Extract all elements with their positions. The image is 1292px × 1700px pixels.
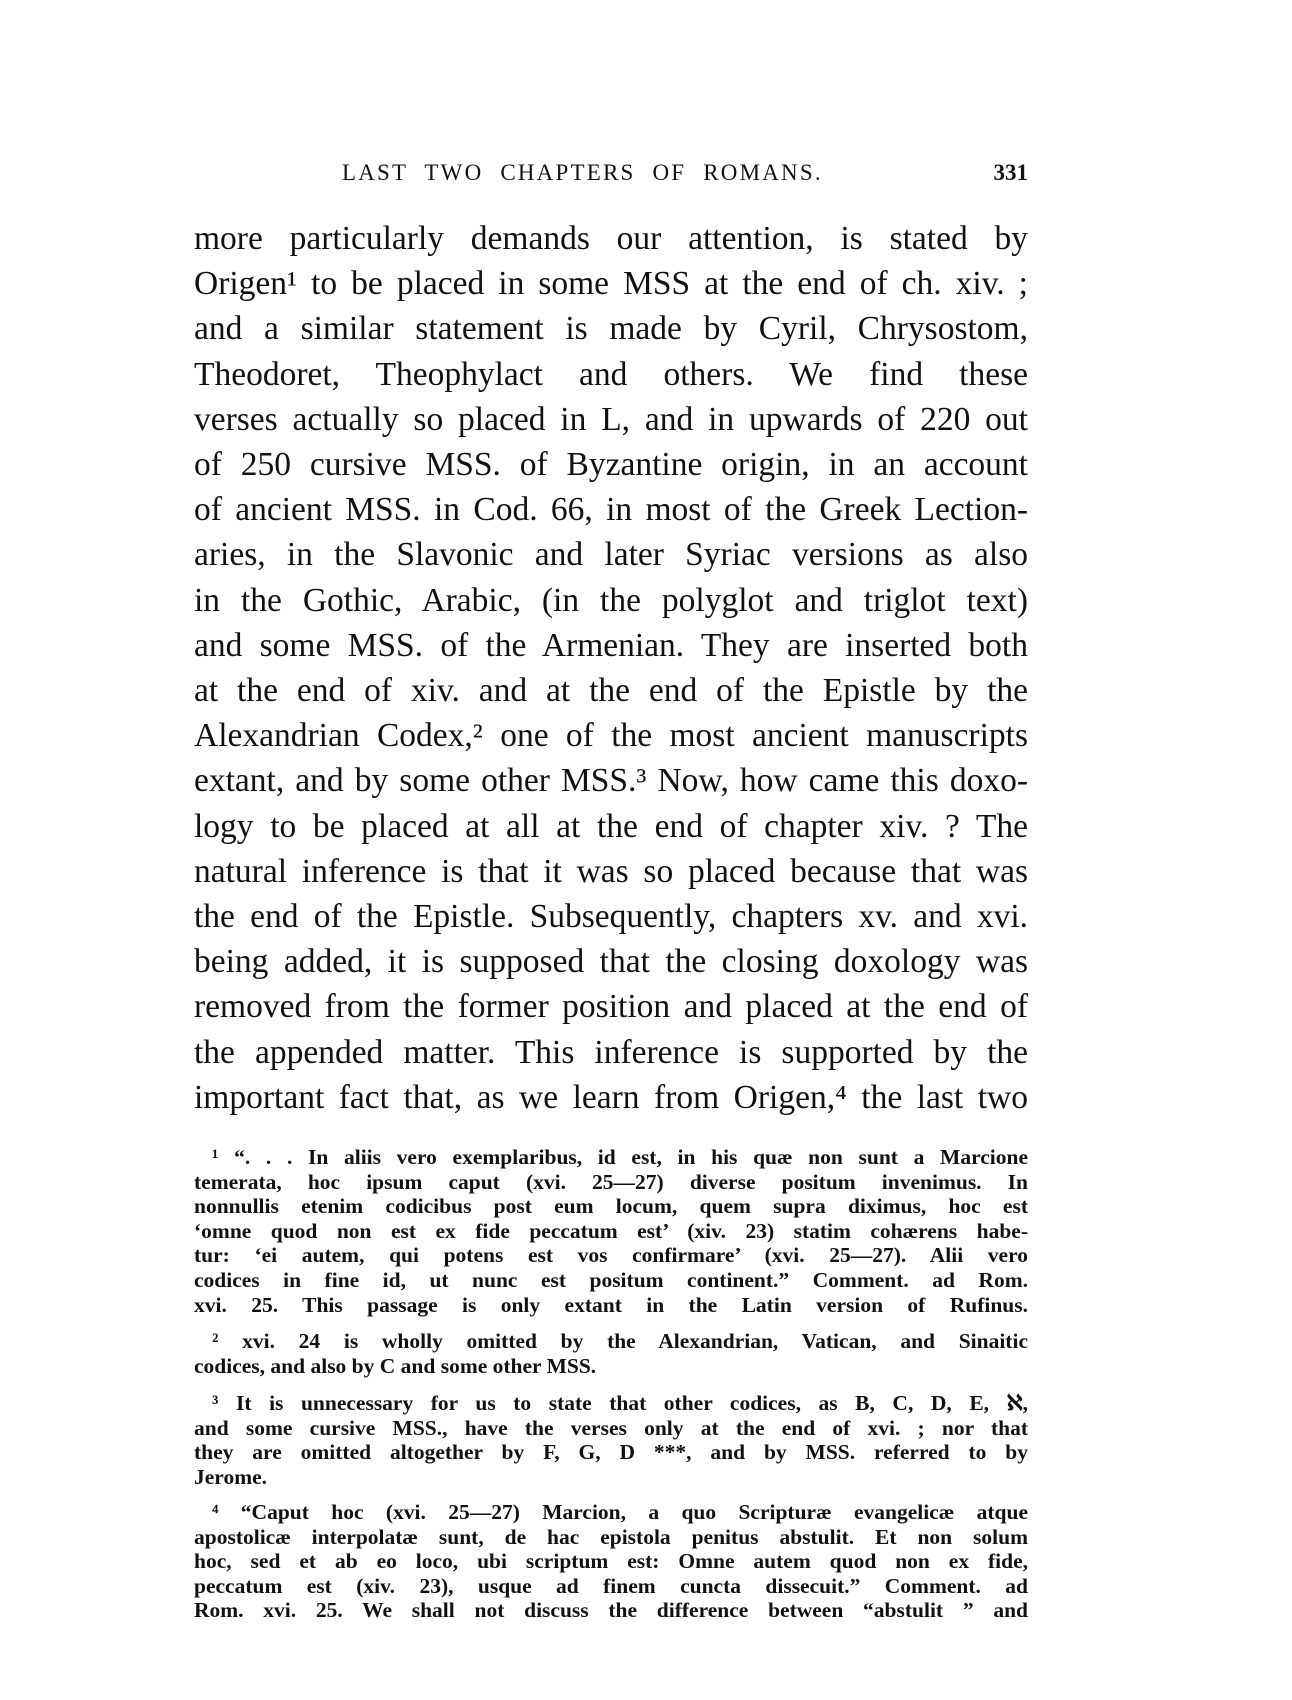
footnote-line: codices in fine id, ut nunc est positum continent.” Comment. ad Rom. [194,1268,1028,1292]
body-line: Alexandrian Codex,² one of the most ancient manuscripts [194,717,1028,755]
body-line: Theodoret, Theophylact and others. We find these [194,355,1028,393]
body-line: Origen¹ to be placed in some MSS at the end of ch. xiv. ; [194,265,1028,303]
footnote-line: and some cursive MSS., have the verses only at the end of xvi. ; nor that [194,1415,1028,1440]
body-line: of ancient MSS. in Cod. 66, in most of the Greek Lection- [194,491,1028,529]
body-line: and some MSS. of the Armenian. They are inserted both [194,626,1028,664]
body-line: and a similar statement is made by Cyril, Chrysostom, [194,310,1028,348]
body-line: logy to be placed at all at the end of chapter xiv. ? The [194,807,1028,845]
footnote-line: ³ It is unnecessary for us to state that other codices, as B, C, D, E, ℵ, [212,1391,1028,1415]
footnote-line: ⁴ “Caput hoc (xvi. 25—27) Marcion, a quo Scripturæ evangelicæ atque [212,1500,1028,1524]
body-line: natural inference is that it was so placed because that was [194,852,1028,890]
body-line: extant, and by some other MSS.³ Now, how came this doxo- [194,762,1028,800]
footnote-line: peccatum est (xiv. 23), usque ad finem cuncta dissecuit.” Comment. ad [194,1573,1028,1598]
body-line: being added, it is supposed that the closing doxology was [194,943,1028,981]
running-header [194,156,1028,190]
footnote-line: ² xvi. 24 is wholly omitted by the Alexandrian, Vatican, and Sinaitic [212,1329,1028,1353]
footnote-line: ‘omne quod non est ex fide peccatum est’ (xiv. 23) statim cohærens habe- [194,1218,1028,1243]
body-line: more particularly demands our attention, is stated by [194,220,1028,257]
footnote-line: Rom. xvi. 25. We shall not discuss the difference between “abstulit ” and [194,1598,1028,1623]
body-line: important fact that, as we learn from Origen,⁴ the last two [194,1078,1028,1116]
body-line: in the Gothic, Arabic, (in the polyglot and triglot text) [194,581,1028,619]
running-title: LAST TWO CHAPTERS OF ROMANS. [342,160,823,185]
footnote-line: apostolicæ interpolatæ sunt, de hac epistola penitus abstulit. Et non solum [194,1524,1028,1549]
footnote-line: codices, and also by C and some other MSS. [194,1353,597,1378]
footnote-line: temerata, hoc ipsum caput (xvi. 25—27) diverse positum invenimus. In [194,1169,1028,1194]
body-line: the end of the Epistle. Subsequently, chapters xv. and xvi. [194,898,1028,935]
footnote-line: they are omitted altogether by F, G, D ***, and by MSS. referred to by [194,1440,1028,1465]
body-line: at the end of xiv. and at the end of the Epistle by the [194,672,1028,709]
body-line: of 250 cursive MSS. of Byzantine origin, in an account [194,446,1028,483]
footnote-line: ¹ “. . . In aliis vero exemplaribus, id est, in his quæ non sunt a Marcione [212,1145,1028,1169]
body-line: removed from the former position and placed at the end of [194,988,1028,1026]
body-line: aries, in the Slavonic and later Syriac versions as also [194,536,1028,574]
body-line: the appended matter. This inference is supported by the [194,1033,1028,1071]
footnote-line: Jerome. [194,1464,268,1489]
footnote-line: hoc, sed et ab eo loco, ubi scriptum est: Omne autem quod non ex fide, [194,1549,1028,1574]
footnote-line: xvi. 25. This passage is only extant in the Latin version of Rufinus. [194,1292,1028,1317]
footnote-line: tur: ‘ei autem, qui potens est vos confirmare’ (xvi. 25—27). Alii vero [194,1243,1028,1268]
page-number: 331 [993,160,1028,185]
body-line: verses actually so placed in L, and in upwards of 220 out [194,400,1028,438]
footnote-line: nonnullis etenim codicibus post eum locum, quem supra diximus, hoc est [194,1194,1028,1219]
